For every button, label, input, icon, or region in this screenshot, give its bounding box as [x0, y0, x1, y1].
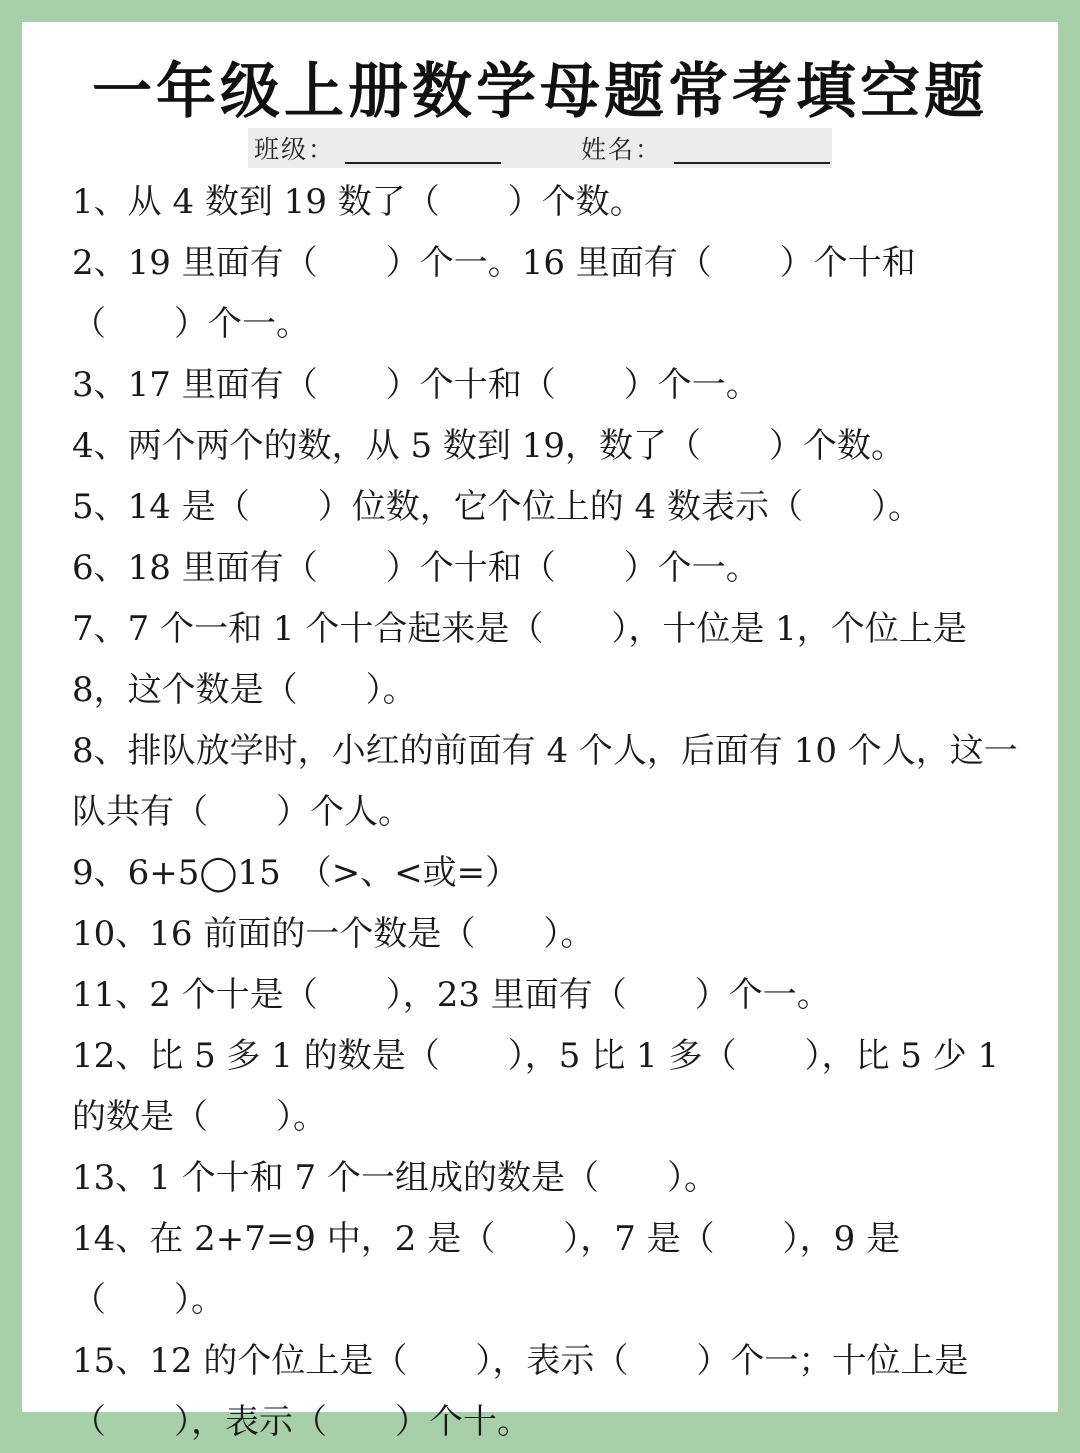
- question-list: [72, 172, 1022, 1453]
- question-3: 3、17 里面有（ ）个十和（ ）个一。: [72, 365, 760, 405]
- question-6: 6、18 里面有（ ）个十和（ ）个一。: [72, 548, 760, 588]
- question-7: 7、7 个一和 1 个十合起来是（ ），十位是 1，个位上是 8，这个数是（ ）。: [72, 609, 967, 710]
- page-title: 一年级上册数学母题常考填空题: [92, 57, 988, 127]
- question-2: 2、19 里面有（ ）个一。16 里面有（ ）个十和（ ）个一。: [72, 243, 916, 344]
- question-12: 12、比 5 多 1 的数是（ ），5 比 1 多（ ），比 5 少 1 的数是（ ）。: [72, 1036, 1000, 1137]
- question-1: 1、从 4 数到 19 数了（ ）个数。: [72, 182, 644, 222]
- class-blank-line[interactable]: [345, 132, 501, 164]
- question-10: 10、16 前面的一个数是（ ）。: [72, 914, 595, 954]
- question-5: 5、14 是（ ）位数，它个位上的 4 数表示（ ）。: [72, 487, 922, 527]
- question-8: 8、排队放学时，小红的前面有 4 个人，后面有 10 个人，这一队共有（ ）个人。: [72, 731, 1018, 832]
- question-15: 15、12 的个位上是（ ），表示（ ）个一；十位上是（ ），表示（ ）个十。: [72, 1341, 969, 1442]
- question-9: 9、6+5◯15 （>、<或=）: [72, 853, 520, 893]
- name-blank-line[interactable]: [674, 132, 830, 164]
- name-label: 姓名：: [581, 135, 663, 164]
- worksheet-page: [22, 22, 1058, 1442]
- student-info-bar: [248, 128, 832, 168]
- class-label: 班级：: [254, 135, 336, 164]
- question-13: 13、1 个十和 7 个一组成的数是（ ）。: [72, 1158, 718, 1198]
- question-14: 14、在 2+7=9 中，2 是（ ），7 是（ ），9 是（ ）。: [72, 1219, 901, 1320]
- question-11: 11、2 个十是（ ），23 里面有（ ）个一。: [72, 975, 831, 1015]
- question-4: 4、两个两个的数，从 5 数到 19，数了（ ）个数。: [72, 426, 905, 466]
